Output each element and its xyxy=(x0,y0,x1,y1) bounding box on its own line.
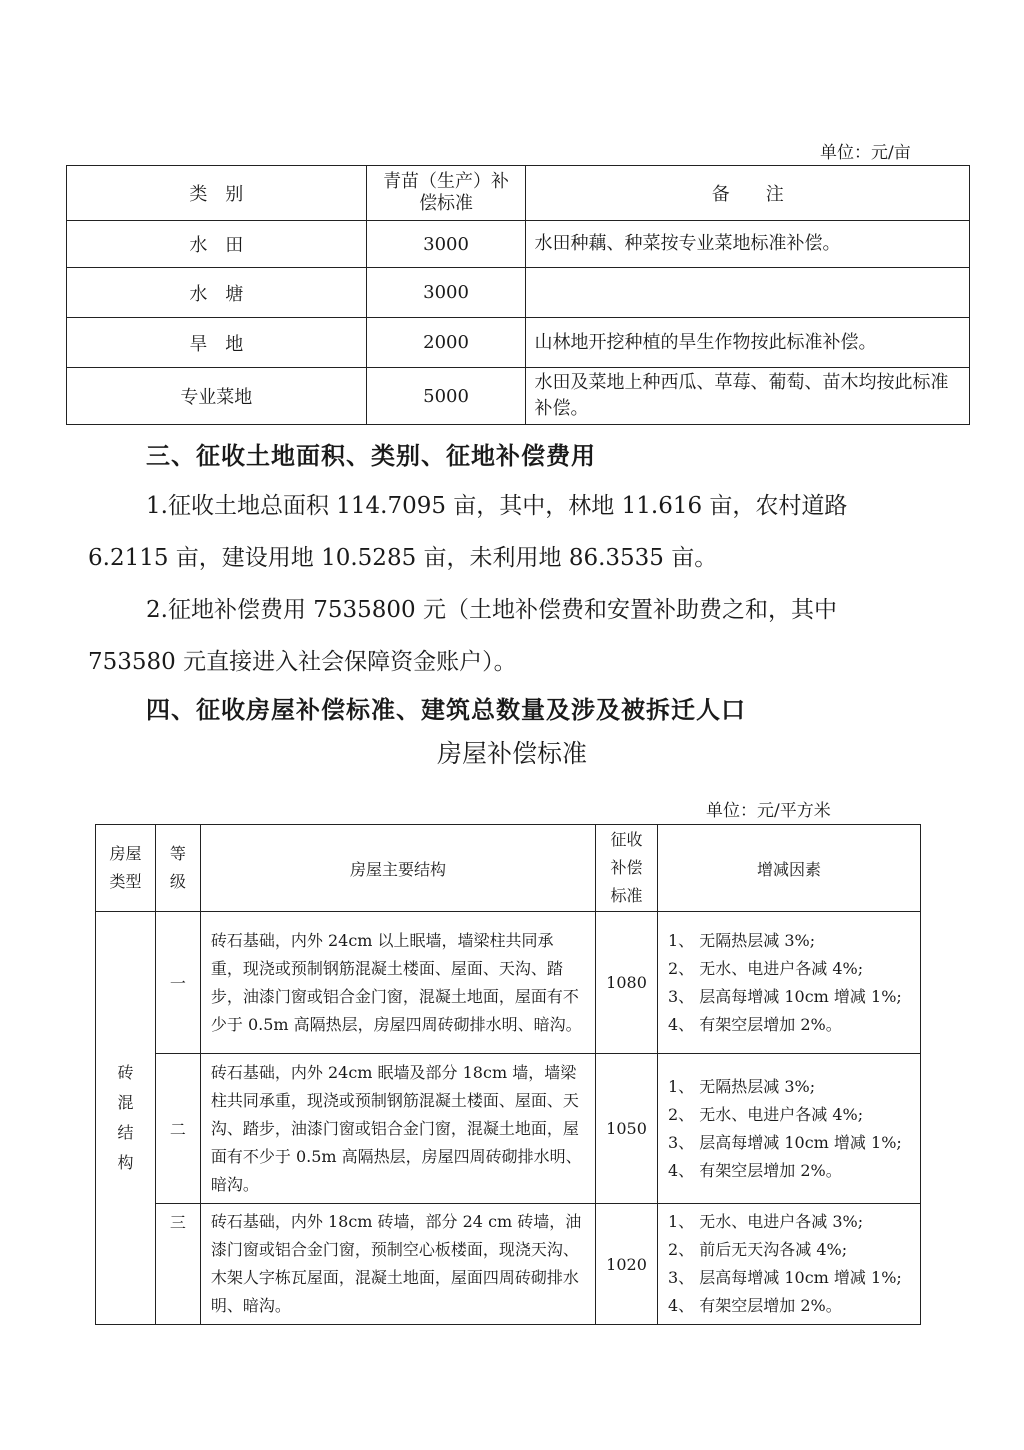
structure-cell: 砖石基础，内外 24cm 以上眠墙，墙梁柱共同承重，现浇或预制钢筋混凝土楼面、屋面、天沟、踏步，油漆门窗或铝合金门窗，混凝土地面，屋面有不少于 0.5m 高隔热层，房屋四周砖砌排水明、暗沟。 xyxy=(200,912,595,1054)
header-grade xyxy=(155,825,200,912)
header-standard-line2: 偿标准 xyxy=(419,193,474,214)
table-row xyxy=(67,318,970,368)
row-standard: 2000 xyxy=(366,318,526,368)
para-1-text: 1.征收土地总面积 114.7095 亩，其中，林地 11.616 亩，农村道路 6.2115 亩，建设用地 10.5285 亩，未利用地 86.3535 亩。 xyxy=(88,493,848,571)
section-3-heading: 三、征收土地面积、类别、征地补偿费用 xyxy=(146,441,596,470)
table2-unit: 单位：元/平方米 xyxy=(706,801,831,821)
structure-cell: 砖石基础，内外 18cm 砖墙，部分 24 cm 砖墙，油漆门窗或铝合金门窗，预制空心板楼面，现浇天沟、木架人字栋瓦屋面，混凝土地面，屋面四周砖砌排水明、暗沟。 xyxy=(200,1204,595,1325)
type-value: 砖混结构 xyxy=(117,1063,134,1172)
factor-item: 4、 有架空层增加 2%。 xyxy=(668,1296,842,1315)
row-note: 水田及菜地上种西瓜、草莓、葡萄、苗木均按此标准补偿。 xyxy=(526,368,970,425)
table-row xyxy=(67,268,970,318)
factors-cell xyxy=(658,1204,921,1325)
table1-unit: 单位：元/亩 xyxy=(820,143,911,163)
header-factors: 增减因素 xyxy=(658,825,921,912)
header-category: 类 别 xyxy=(67,166,367,221)
row-note: 山林地开挖种植的旱生作物按此标准补偿。 xyxy=(526,318,970,368)
row-standard: 5000 xyxy=(366,368,526,425)
row-standard: 3000 xyxy=(366,268,526,318)
table-row xyxy=(96,912,921,1054)
header-grade-text: 等级 xyxy=(169,844,186,891)
row-category: 水 塘 xyxy=(67,268,367,318)
para-2-text: 2.征地补偿费用 7535800 元（土地补偿费和安置补助费之和，其中 753580 元直接进入社会保障资金账户）。 xyxy=(88,597,837,675)
grade-cell: 三 xyxy=(155,1204,200,1325)
header-standard-line1: 青苗（生产）补 xyxy=(383,171,510,192)
section-4-heading: 四、征收房屋补偿标准、建筑总数量及涉及被拆迁人口 xyxy=(146,695,746,724)
house-compensation-table xyxy=(95,824,921,1325)
structure-cell: 砖石基础，内外 24cm 眠墙及部分 18cm 墙，墙梁柱共同承重，现浇或预制钢筋混凝土楼面、屋面、天沟、踏步，油漆门窗或铝合金门窗，混凝土地面，屋面有不少于 0.5m 高隔热层，房屋四周砖砌排水明、暗沟。 xyxy=(200,1054,595,1204)
row-standard: 3000 xyxy=(366,221,526,268)
crop-compensation-table xyxy=(66,165,970,425)
row-note: 水田种藕、种菜按专业菜地标准补偿。 xyxy=(526,221,970,268)
table-row xyxy=(67,368,970,425)
header-standard xyxy=(596,825,658,912)
table-header-row xyxy=(67,166,970,221)
row-category: 旱 地 xyxy=(67,318,367,368)
section-3-para-2 xyxy=(88,584,928,688)
factor-item: 1、 无隔热层减 3%; xyxy=(668,930,816,950)
row-note xyxy=(526,268,970,318)
header-type-text: 房屋类型 xyxy=(109,844,142,891)
factors-cell xyxy=(658,1054,921,1204)
factor-item: 1、 无隔热层减 3%; xyxy=(668,1076,816,1096)
header-structure: 房屋主要结构 xyxy=(200,825,595,912)
header-type xyxy=(96,825,156,912)
section-3-para-1 xyxy=(88,480,928,584)
header-standard xyxy=(366,166,526,221)
house-compensation-title: 房屋补偿标准 xyxy=(436,739,587,768)
table-row xyxy=(67,221,970,268)
type-cell xyxy=(96,912,156,1325)
grade-cell: 一 xyxy=(155,912,200,1054)
factor-item: 2、 前后无天沟各减 4%; xyxy=(668,1240,848,1259)
factor-item: 3、 层高每增减 10cm 增减 1%; xyxy=(668,1132,902,1152)
factor-item: 2、 无水、电进户各减 4%; xyxy=(668,958,864,978)
row-category: 专业菜地 xyxy=(67,368,367,425)
factor-item: 3、 层高每增减 10cm 增减 1%; xyxy=(668,986,902,1006)
table-header-row xyxy=(96,825,921,912)
factors-cell xyxy=(658,912,921,1054)
factor-item: 3、 层高每增减 10cm 增减 1%; xyxy=(668,1268,902,1287)
factor-item: 4、 有架空层增加 2%。 xyxy=(668,1014,842,1034)
standard-cell: 1050 xyxy=(596,1054,658,1204)
table-row xyxy=(96,1054,921,1204)
factor-item: 2、 无水、电进户各减 4%; xyxy=(668,1104,864,1124)
factor-item: 4、 有架空层增加 2%。 xyxy=(668,1160,842,1180)
standard-cell: 1020 xyxy=(596,1204,658,1325)
header-standard-text: 征收补偿标准 xyxy=(610,830,643,905)
header-note: 备 注 xyxy=(526,166,970,221)
standard-cell: 1080 xyxy=(596,912,658,1054)
table-row xyxy=(96,1204,921,1325)
grade-cell: 二 xyxy=(155,1054,200,1204)
factor-item: 1、 无水、电进户各减 3%; xyxy=(668,1212,864,1231)
row-category: 水 田 xyxy=(67,221,367,268)
